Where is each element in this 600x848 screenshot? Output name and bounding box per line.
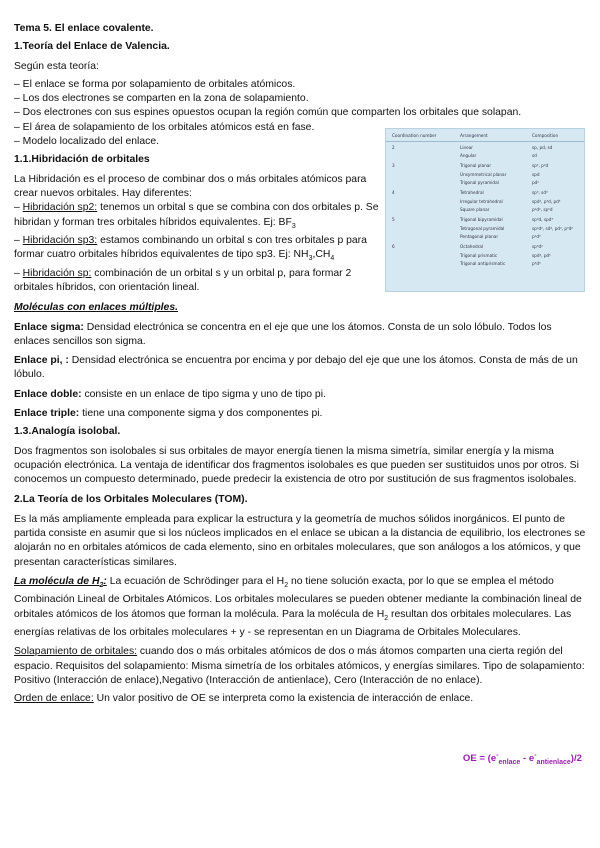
table-cell: Trigonal pyramidal [460, 180, 499, 185]
table-row [386, 163, 584, 170]
pi-paragraph: Enlace pi, : Densidad electrónica se encuentra por encima y por debajo del eje que une los átomos. Consta de más de un lóbulo. [14, 355, 578, 381]
table-header [386, 133, 584, 142]
table-cell: Trigonal antiprismatic [460, 261, 506, 266]
table-cell: sp, pd, sd [532, 145, 553, 150]
table-cell: Linear [460, 145, 474, 150]
table-cell: spd², p³d, pd³ [532, 199, 561, 204]
h2-label: La molécula de $H_2$: [14, 575, 107, 590]
table-row [386, 207, 584, 214]
sp3-label: Hibridación sp3: [22, 234, 98, 246]
table-cell: 6 [392, 244, 395, 249]
table-cell: spd⁴, pd⁵ [532, 253, 551, 258]
table-cell: Trigonal bipyramidal [460, 217, 503, 222]
section11-title: 1.1.Hibridación de orbitales [14, 154, 150, 166]
table-cell: p³d³ [532, 261, 541, 266]
table-header-cell: Arrangement [460, 133, 488, 138]
table-cell: Tetrahedral [460, 190, 484, 195]
oe-formula: OE = $(e^-_{enlace} - e^-_{antienlace})/2$ [462, 752, 582, 767]
table-cell: sp², p²d [532, 163, 549, 168]
intro-text: Según esta teoría: [14, 60, 99, 72]
table-row [386, 145, 584, 152]
bullet-item: – El enlace se forma por solapamiento de orbitales atómicos. [14, 78, 296, 90]
doble-paragraph: Enlace doble: consiste en un enlace de tipo sigma y uno de tipo pi. [14, 388, 326, 400]
table-cell: 5 [392, 217, 395, 222]
sigma-paragraph: Enlace sigma: Densidad electrónica se concentra en el eje que une los átomos. Consta de un solo lóbulo. Todos los enlaces sencillos son sigma. [14, 321, 552, 347]
hybridization-table [385, 128, 585, 292]
table-cell: Square planar [460, 207, 490, 212]
sp2-label: Hibridación sp2: [22, 202, 98, 214]
bullet-item: – Dos electrones con sus espines opuestos ocupan la región común que comparten los orbitales que solapan. [14, 107, 522, 119]
table-cell: Tetragonal pyramidal [460, 226, 505, 231]
h2-paragraph: La molécula de $H_2$: La ecuación de Schrödinger para el $H_2$ no tiene solución exacta, por lo que se emplea el método Combinación Lineal de Orbitales Atómicos. Los orbitales moleculares se pueden obtener mediante la combinación lineal de orbitales atómicos de los átomos que forman la molécula. Para la molécula de $H_2$ resultan dos orbitales moleculares. Las energías relativas de los orbitales moleculares + y - se representan en un Diagrama de Orbitales Moleculares. [14, 575, 582, 638]
solapamiento-paragraph: Solapamiento de orbitales: cuando dos o más orbitales atómicos de dos o más átomos comparten una cierta región del espacio. Requisitos del solapamiento: Misma simetría de los orbitales atómicos, y energías similares. Tipo de solapamiento: Positivo (Interacción de enlace),Negativo (Interacción de antienlace), Cero (Interacción de no enlace). [14, 646, 585, 686]
bullet-item: – El área de solapamiento de los orbitales atómicos está en fase. [14, 121, 315, 133]
table-cell: Pentagonal planar [460, 234, 499, 239]
doc-title: Tema 5. El enlace covalente. [14, 23, 154, 34]
table-header-cell: Composition [532, 133, 559, 138]
table-row [386, 153, 584, 160]
section1-title: 1.Teoría del Enlace de Valencia. [14, 41, 170, 53]
table-cell: sp³, sd³ [532, 190, 548, 195]
table-cell: spd [532, 172, 540, 177]
sp-paragraph: – Hibridación sp: combinación de un orbital s y un orbital p, para formar 2 orbitales híbridos, con orientación lineal. [14, 267, 352, 293]
table-row [386, 180, 584, 187]
table-cell: Trigonal prismatic [460, 253, 498, 258]
table-row [386, 253, 584, 260]
table-cell: 4 [392, 190, 395, 195]
hibridacion-definition: La Hibridación es el proceso de combinar dos o más orbitales atómicos para crear nuevos orbitales. Hay diferentes: [14, 173, 367, 199]
table-row [386, 234, 584, 241]
orden-paragraph: Orden de enlace: Un valor positivo de OE se interpreta como la existencia de interacción de enlace. [14, 693, 474, 705]
tom-paragraph: Es la más ampliamente empleada para explicar la estructura y la geometría de muchos sólidos inorgánicos. El punto de partida consiste en asumir que si los núcleos implicados en el enlace se ubican a la distancia de equilibrio, los electrones se alojarán no en orbitales atómicos de cada elemento, sino en orbitales moleculares, que son análogos a los atómicos, y que presentan características similares. [14, 513, 586, 568]
section2-title: 2.La Teoría de los Orbitales Moleculares (TOM). [14, 494, 248, 506]
table-cell: sp²d², sd⁴, pd⁴, p³d² [532, 226, 574, 231]
table-cell: 3 [392, 163, 395, 168]
bullet-item: – Modelo localizado del enlace. [14, 136, 159, 148]
table-cell: Angular [460, 153, 477, 158]
sp-label: Hibridación sp: [22, 267, 92, 279]
table-cell: sd [532, 153, 537, 158]
bullet-item: – Los dos electrones se comparten en la zona de solapamiento. [14, 93, 309, 105]
isolobal-paragraph: Dos fragmentos son isolobales si sus orbitales de mayor energía tienen la misma simetría, similar energía y la misma ocupación electrónica. La ventaja de identificar dos fragmentos isolobales es que pueden ser sustituidos unos por otros. Si conocemos un compuesto determinado, puede predecir la existencia de otro por sustitución de sus fragmentos isolobales. [14, 445, 579, 486]
table-cell: sp³d² [532, 244, 543, 249]
table-cell: Octahedral [460, 244, 484, 249]
sp2-paragraph: – Hibridación sp2: tenemos un orbital s que se combina con dos orbitales p. Se hibridan y forman tres orbitales híbridos equivalentes. Ej: $BF_3$ [14, 202, 379, 230]
table-header-cell: Coordination number [392, 133, 437, 138]
table-row [386, 199, 584, 206]
table-cell: Unsymmetrical planar [460, 172, 507, 177]
table-cell: Irregular tetrahedral [460, 199, 503, 204]
table-row [386, 244, 584, 251]
section13-title: 1.3.Analogía isolobal. [14, 426, 121, 438]
table-row [386, 217, 584, 224]
table-row [386, 261, 584, 268]
table-cell: pd² [532, 180, 539, 185]
table-cell: 2 [392, 145, 395, 150]
table-cell: sp³d, spd³ [532, 217, 554, 222]
multiples-title: Moléculas con enlaces múltiples. [14, 302, 178, 314]
table-row [386, 226, 584, 233]
document-page [14, 22, 586, 706]
sp3-paragraph: – Hibridación sp3: estamos combinando un orbital s con tres orbitales p para formar cuatro orbitales híbridos equivalentes de tipo sp3. Ej: $NH_3,CH_4$ [14, 234, 367, 263]
table-row [386, 172, 584, 179]
triple-paragraph: Enlace triple: tiene una componente sigma y dos componentes pi. [14, 407, 323, 419]
table-cell: Trigonal planar [460, 163, 492, 168]
table-row [386, 190, 584, 197]
table-cell: p²d², sp²d [532, 207, 553, 212]
table-cell: p²d³ [532, 234, 541, 239]
